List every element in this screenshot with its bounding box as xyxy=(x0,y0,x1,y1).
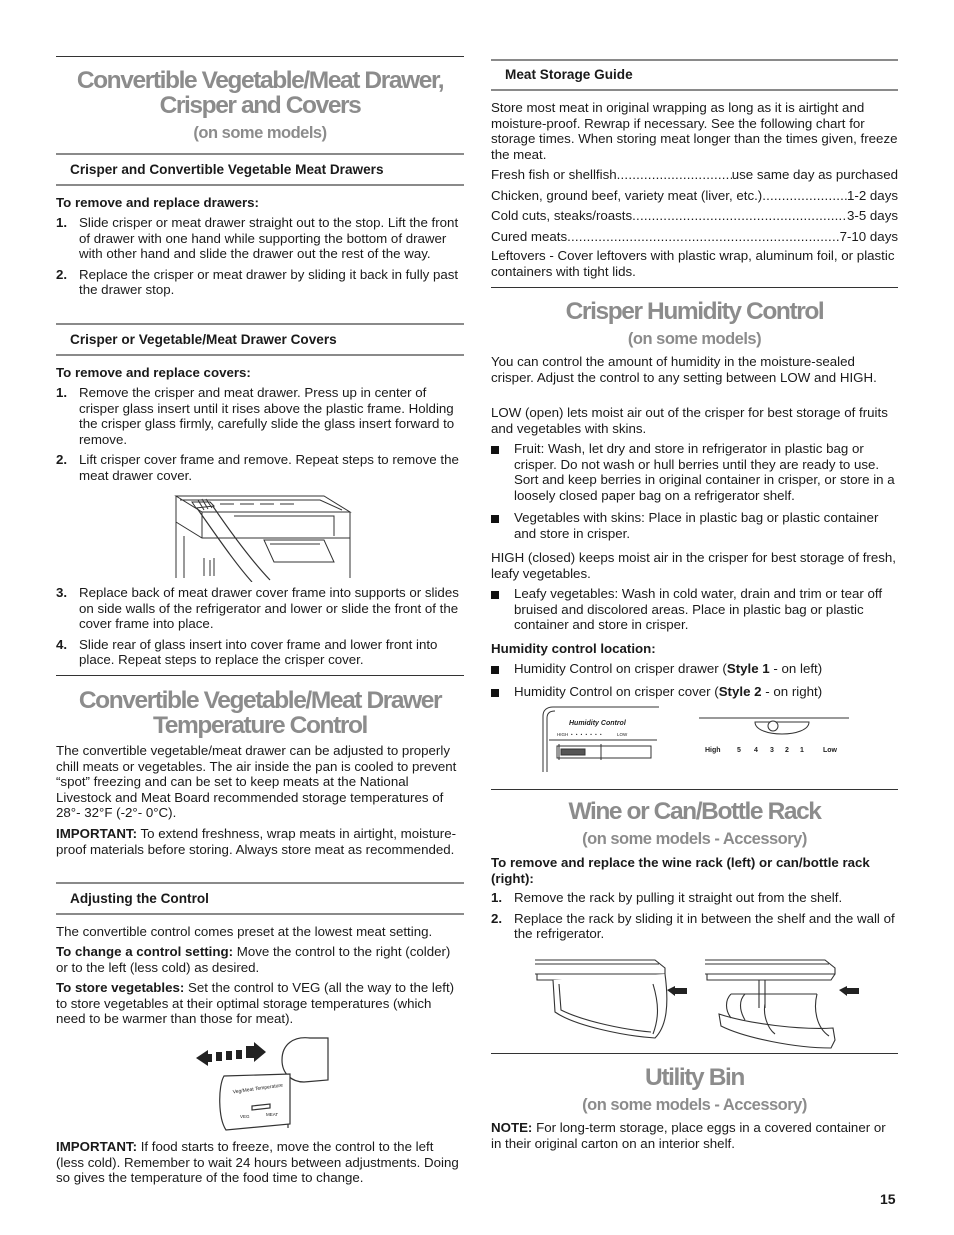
step-number: 3. xyxy=(56,585,68,600)
bullet-square xyxy=(491,591,499,599)
section-rule xyxy=(491,1053,898,1054)
storage-time: 3-5 days xyxy=(847,208,898,223)
arrow-icon xyxy=(839,986,859,996)
table-row xyxy=(491,229,898,250)
store-veg-text xyxy=(56,980,464,1027)
table-row xyxy=(491,208,898,229)
cover-steps-list-b xyxy=(56,585,464,668)
title-line: Convertible Vegetable/Meat Drawer xyxy=(78,687,442,714)
style-label: Style 2 xyxy=(718,683,762,699)
subheading-meat-guide: Meat Storage Guide xyxy=(505,67,633,82)
meat-item: Cold cuts, steaks/roasts xyxy=(491,208,633,223)
subheading-rule xyxy=(56,153,464,155)
step-text: Slide rear of glass insert into cover frame and lower front into place. Repeat steps to replace the crisper cover. xyxy=(79,636,438,668)
preset-text: The convertible control comes preset at the lowest meat setting. xyxy=(56,924,433,939)
important-label: IMPORTANT: xyxy=(56,826,138,841)
section-subtitle: (on some models - Accessory) xyxy=(582,830,807,848)
change-label: To change a control setting: xyxy=(56,944,234,959)
list-item xyxy=(56,637,464,668)
list-item xyxy=(56,267,464,298)
subheading-rule xyxy=(491,89,898,91)
step-number: 4. xyxy=(56,636,68,652)
leftovers-text: Leftovers - Cover leftovers with plastic wrap, aluminum foil, or plastic containers with tight lids. xyxy=(491,248,895,279)
step-number: 2. xyxy=(491,910,503,926)
storage-time: use same day as purchased xyxy=(731,167,898,182)
section-rule xyxy=(491,287,898,288)
leader-dots xyxy=(567,229,839,245)
location-heading: Humidity control location: xyxy=(491,641,656,656)
drawer-steps-list xyxy=(56,215,464,298)
step-text: Replace the rack by sliding it in between the shelf and the wall of the refrigerator. xyxy=(514,910,895,942)
section-title: Utility Bin xyxy=(645,1064,744,1091)
control-dial-label: Veg/Meat Temperature xyxy=(232,1082,284,1096)
list-item xyxy=(491,890,898,906)
storage-time: 1-2 days xyxy=(847,187,898,203)
leader-dots xyxy=(762,188,847,204)
page-number: 15 xyxy=(880,1191,896,1207)
loc-text: - on left) xyxy=(769,661,823,676)
list-item xyxy=(56,452,464,483)
store-veg-body: Set the control to VEG (all the way to the left) to store vegetables at their optimal storage temperatures (which need to be warmer than those for meat). xyxy=(56,980,455,1027)
section-title: Crisper Humidity Control xyxy=(565,298,824,325)
table-row xyxy=(491,167,898,188)
style-label: Style 1 xyxy=(726,661,770,676)
scale-3: 3 xyxy=(770,747,774,754)
subheading-adjusting: Adjusting the Control xyxy=(70,891,209,906)
list-item xyxy=(491,684,898,700)
change-text: Move the control to the right (colder) or to the left (less cold) as desired. xyxy=(56,944,451,975)
bullet-text: Vegetables with skins: Place in plastic bag or plastic container and store in crisper. xyxy=(514,510,879,541)
list-item xyxy=(491,510,898,541)
humidity-control-style2-illustration xyxy=(699,712,859,768)
section-title xyxy=(56,688,464,738)
section-title: Wine or Can/Bottle Rack xyxy=(568,798,821,825)
title-line: Crisper and Covers xyxy=(159,92,361,119)
remove-drawers-heading: To remove and replace drawers: xyxy=(56,195,259,210)
subheading-crisper-drawers: Crisper and Convertible Vegetable Meat Drawers xyxy=(70,162,384,177)
store-veg-label: To store vegetables: xyxy=(56,980,185,995)
subheading-rule xyxy=(56,323,464,325)
humidity-high-label: HIGH xyxy=(557,732,569,737)
meat-item: Fresh fish or shellfish xyxy=(491,167,617,182)
remove-covers-heading: To remove and replace covers: xyxy=(56,365,251,380)
meat-item: Chicken, ground beef, variety meat (liver, etc.) xyxy=(491,187,763,203)
list-item xyxy=(491,586,898,633)
wine-heading: To remove and replace the wine rack (left) or can/bottle rack (right): xyxy=(491,855,870,886)
subheading-rule xyxy=(56,184,464,186)
section-rule xyxy=(56,56,464,57)
scale-5: 5 xyxy=(737,747,741,754)
temp-paragraph: The convertible vegetable/meat drawer can be adjusted to properly chill meats or vegetables. The air inside the pan is cooled to prevent “spot” freezing and can be set to keep meats at the National Livestock and Meat Board recommended storage temperatures of 28°- 32°F (-2°- 0°C). xyxy=(56,743,457,821)
subheading-rule xyxy=(56,882,464,884)
cover-steps-list-a xyxy=(56,385,464,484)
step-number: 1. xyxy=(56,215,68,230)
subheading-rule xyxy=(491,59,898,61)
list-item xyxy=(491,441,898,503)
humidity-dots: • • • • • • • xyxy=(571,732,603,737)
table-row xyxy=(491,188,898,209)
storage-time: 7-10 days xyxy=(839,228,898,244)
leader-dots xyxy=(632,208,847,224)
important-text: To extend freshness, wrap meats in airtight, moisture-proof materials before storing. Always store meat as recommended. xyxy=(56,826,457,857)
meat-storage-table xyxy=(491,167,898,249)
bullet-square xyxy=(491,666,499,674)
bullet-square xyxy=(491,446,499,454)
wine-rack-illustration xyxy=(535,954,687,1040)
humidity-control-label: Humidity Control xyxy=(569,720,626,727)
list-item xyxy=(491,911,898,942)
bullet-text xyxy=(514,684,898,700)
title-line: Temperature Control xyxy=(153,712,367,739)
loc-text: Humidity Control on crisper cover ( xyxy=(514,683,719,699)
step-text: Replace the crisper or meat drawer by sliding it back in fully past the drawer stop. xyxy=(79,266,459,298)
humidity-para-2: LOW (open) lets moist air out of the crisper for best storage of fruits and vegetables with skins. xyxy=(491,405,888,436)
list-item xyxy=(56,585,464,632)
step-text: Slide crisper or meat drawer straight out to the stop. Lift the front of drawer with one hand while supporting the bottom of drawer with other hand and slide the drawer out the rest of the way. xyxy=(79,215,459,262)
meat-intro: Store most meat in original wrapping as long as it is airtight and moisture-proof. Rewrap if necessary. See the following chart for storage times. When storing meat longer than the times given, freeze the meat. xyxy=(491,100,898,162)
step-number: 2. xyxy=(56,266,68,282)
important-label: IMPORTANT: xyxy=(56,1139,138,1154)
important-note-1 xyxy=(56,826,464,857)
important-text: If food starts to freeze, move the control to the left (less cold). Remember to wait 24 hours between adjustments. Doing so gives the temperature of the food time to change. xyxy=(56,1139,459,1186)
step-text: Replace back of meat drawer cover frame into supports or slides on side walls of the refrigerator and lower or slide the front of the cover frame into place. xyxy=(79,585,459,632)
leader-dots xyxy=(617,167,732,183)
note-text: For long-term storage, place eggs in a covered container or in their original carton on an interior shelf. xyxy=(491,1120,886,1151)
bullet-text xyxy=(514,661,898,677)
crisper-cover-illustration xyxy=(174,492,354,582)
step-text: Remove the crisper and meat drawer. Press up in center of crisper glass insert until it rises above the plastic frame. Holding the crisper glass firmly, carefully slide the glass insert forward to remove. xyxy=(79,385,455,447)
bullet-square xyxy=(491,689,499,697)
humidity-low-label: LOW xyxy=(617,732,628,737)
location-bullet-list xyxy=(491,661,898,699)
section-subtitle: (on some models - Accessory) xyxy=(582,1096,807,1114)
loc-text: - on right) xyxy=(761,683,823,699)
subheading-covers: Crisper or Vegetable/Meat Drawer Covers xyxy=(70,332,337,347)
list-item xyxy=(491,661,898,677)
change-setting-text xyxy=(56,944,464,975)
step-number: 1. xyxy=(56,385,68,400)
temperature-control-illustration xyxy=(194,1034,330,1134)
meat-item: Cured meats xyxy=(491,228,568,244)
scale-low: Low xyxy=(823,747,837,754)
control-dial-veg: VEG xyxy=(240,1114,250,1119)
can-bottle-rack-illustration xyxy=(705,954,865,1052)
section-subtitle: (on some models) xyxy=(193,124,327,142)
section-subtitle: (on some models) xyxy=(627,330,762,348)
control-dial-meat: MEAT xyxy=(266,1112,279,1117)
bullet-square xyxy=(491,515,499,523)
scale-2: 2 xyxy=(785,747,789,754)
scale-4: 4 xyxy=(754,747,758,754)
list-item xyxy=(56,215,464,262)
loc-text: Humidity Control on crisper drawer ( xyxy=(514,661,727,676)
section-rule xyxy=(491,789,898,790)
subheading-rule xyxy=(56,354,464,356)
high-bullet-list xyxy=(491,586,898,633)
subheading-rule xyxy=(56,913,464,915)
scale-1: 1 xyxy=(800,747,804,754)
step-text: Lift crisper cover frame and remove. Repeat steps to remove the meat drawer cover. xyxy=(79,452,459,483)
note-label: NOTE: xyxy=(491,1120,533,1135)
list-item xyxy=(56,385,464,447)
step-number: 2. xyxy=(56,452,68,468)
utility-note xyxy=(491,1120,898,1151)
arrow-icon xyxy=(667,986,687,996)
bullet-text: Leafy vegetables: Wash in cold water, drain and trim or tear off bruised and discolored areas. Place in plastic bag or plastic container and store in crisper. xyxy=(514,586,883,633)
scale-high: High xyxy=(705,747,721,754)
humidity-para-1: You can control the amount of humidity in the moisture-sealed crisper. Adjust the control to any setting between LOW and HIGH. xyxy=(491,354,877,385)
bullet-text: Fruit: Wash, let dry and store in refrigerator in plastic bag or crisper. Do not wash or hull berries until they are ready to use. Sort and keep berries in original container in crisper, or store in a loosely closed paper bag on a refrigerator shelf. xyxy=(514,441,895,503)
wine-steps-list xyxy=(491,890,898,942)
section-rule xyxy=(56,675,464,676)
title-line: Convertible Vegetable/Meat Drawer, xyxy=(76,67,444,94)
humidity-control-style1-illustration xyxy=(541,704,659,774)
section-title xyxy=(56,68,464,118)
low-bullet-list xyxy=(491,441,898,542)
step-number: 1. xyxy=(491,890,503,905)
humidity-para-3: HIGH (closed) keeps moist air in the crisper for best storage of fresh, leafy vegetables. xyxy=(491,550,896,581)
step-text: Remove the rack by pulling it straight out from the shelf. xyxy=(514,890,843,905)
important-note-2 xyxy=(56,1139,464,1186)
